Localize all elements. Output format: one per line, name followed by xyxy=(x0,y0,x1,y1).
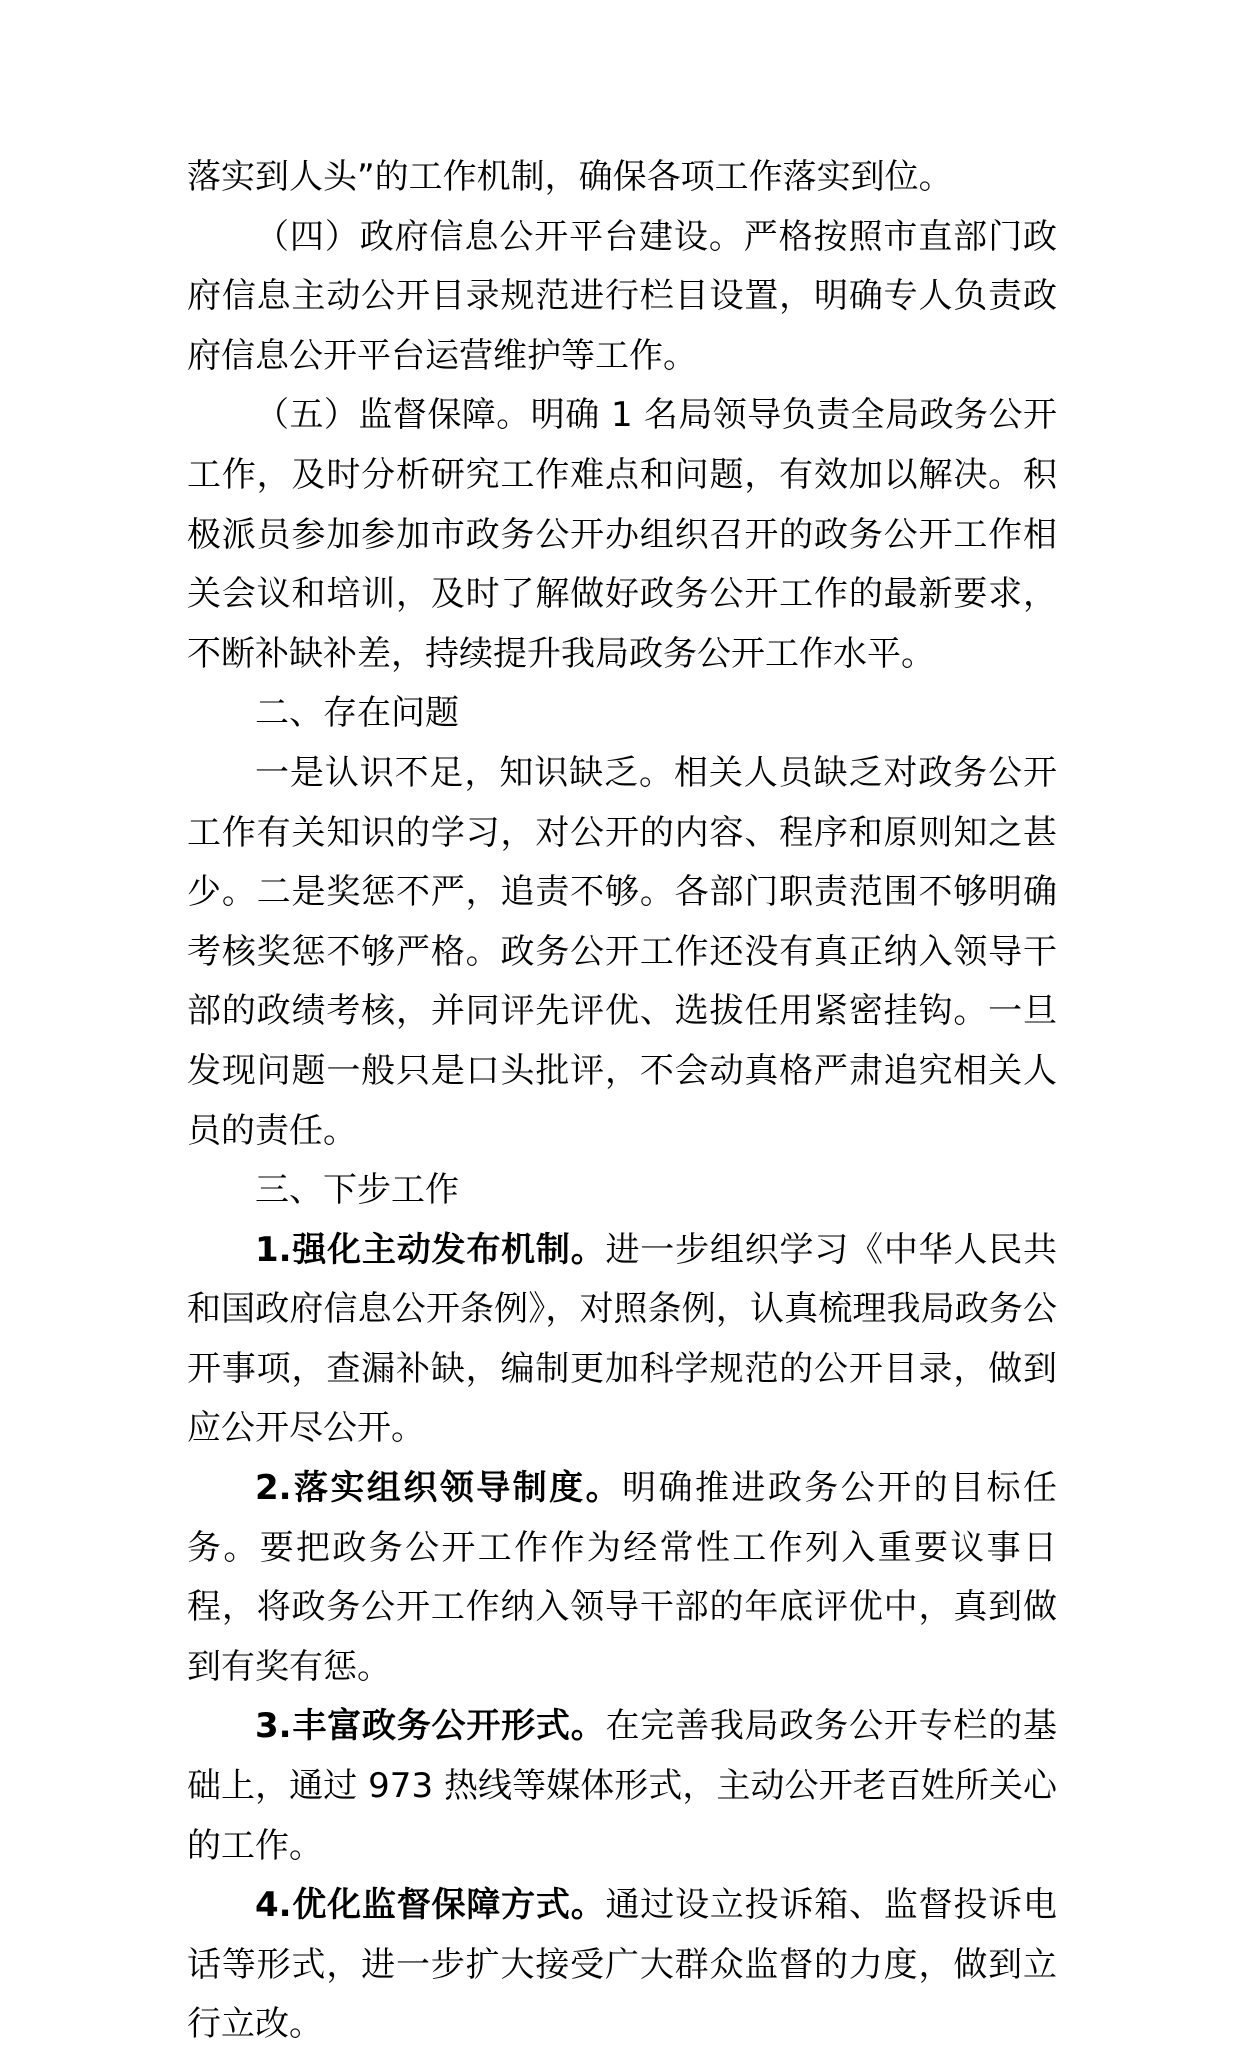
heading-existing-problems: 二、存在问题 xyxy=(255,693,459,734)
step-2-title: 2.落实组织领导制度。 xyxy=(255,1468,623,1509)
step-4-title: 4.优化监督保障方式。 xyxy=(255,1885,606,1926)
paragraph-step-3 xyxy=(187,1697,1057,1876)
paragraph-section-five: （五）监督保障。明确 1 名局领导负责全局政务公开工作，及时分析研究工作难点和问题，有效加以解决。积极派员参加参加市政务公开办组织召开的政务公开工作相关会议和培训，及时了解做好政务公开工作的最新要求，不断补缺补差，持续提升我局政务公开工作水平。 xyxy=(187,395,1057,674)
step-4-body: 通过设立投诉箱、监督投诉电话等形式，进一步扩大接受广大群众监督的力度，做到立行立改。 xyxy=(187,1885,1058,2045)
step-1-title: 1.强化主动发布机制。 xyxy=(255,1229,606,1270)
step-3-title: 3.丰富政务公开形式。 xyxy=(255,1706,606,1747)
document-body xyxy=(187,148,1057,2055)
paragraph-step-2 xyxy=(187,1459,1057,1697)
paragraph-step-1 xyxy=(187,1221,1057,1459)
heading-next-steps: 三、下步工作 xyxy=(255,1170,459,1211)
paragraph-section-four: （四）政府信息公开平台建设。严格按照市直部门政府信息主动公开目录规范进行栏目设置，明确专人负责政府信息公开平台运营维护等工作。 xyxy=(187,216,1057,376)
step-2-body: 明确推进政务公开的目标任务。要把政务公开工作作为经常性工作列入重要议事日程，将政务公开工作纳入领导干部的年底评优中，真到做到有奖有惩。 xyxy=(187,1468,1057,1687)
step-1-body: 进一步组织学习《中华人民共和国政府信息公开条例》，对照条例，认真梳理我局政务公开事项，查漏补缺，编制更加科学规范的公开目录，做到应公开尽公开。 xyxy=(187,1229,1058,1449)
step-3-body: 在完善我局政务公开专栏的基础上，通过 973 热线等媒体形式，主动公开老百姓所关心的工作。 xyxy=(187,1706,1058,1866)
paragraph-problems-detail: 一是认识不足，知识缺乏。相关人员缺乏对政务公开工作有关知识的学习，对公开的内容、程序和原则知之甚少。二是奖惩不严，追责不够。各部门职责范围不够明确考核奖惩不够严格。政务公开工作还没有真正纳入领导干部的政绩考核，并同评先评优、选拔任用紧密挂钩。一旦发现问题一般只是口头批评，不会动真格严肃追究相关人员的责任。 xyxy=(187,752,1057,1151)
paragraph-step-4 xyxy=(187,1876,1057,2055)
paragraph-mechanism-continuation: 落实到人头”的工作机制，确保各项工作落实到位。 xyxy=(187,157,953,197)
